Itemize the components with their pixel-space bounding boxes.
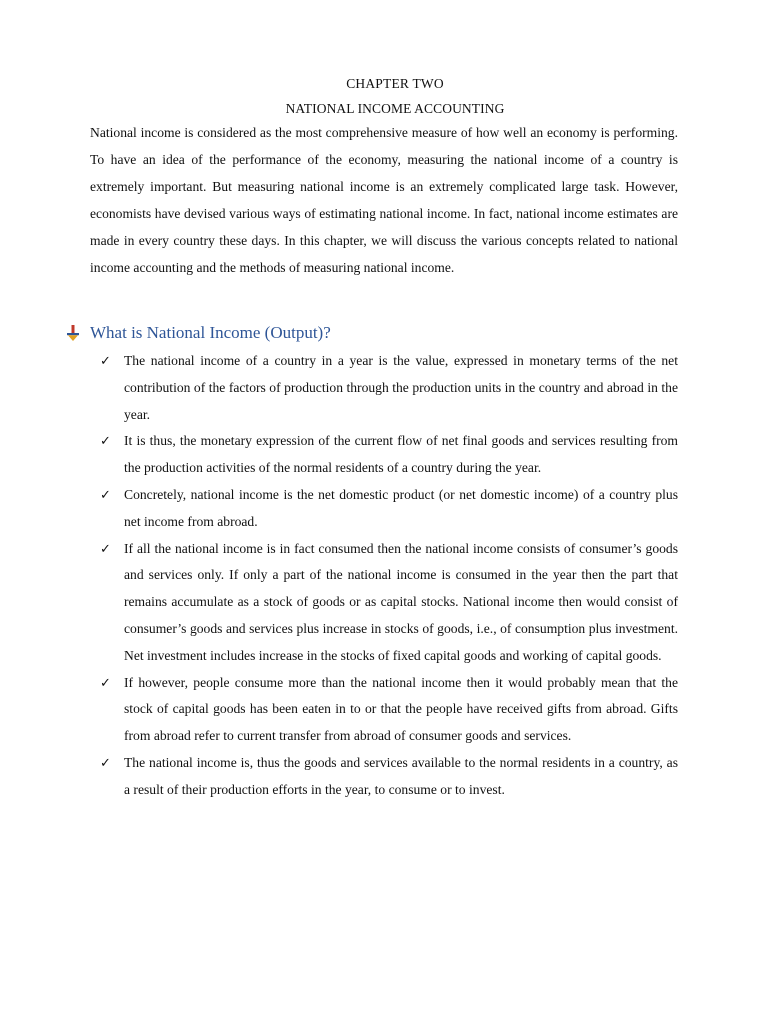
checkmark-icon: ✓ <box>100 486 111 502</box>
list-item <box>100 750 678 804</box>
list-item-text: Concretely, national income is the net domestic product (or net domestic income) of a country plus net income from abroad. <box>124 486 678 529</box>
chapter-label: CHAPTER TWO <box>346 76 444 91</box>
checkmark-icon: ✓ <box>100 674 111 690</box>
list-item-text: The national income of a country in a year is the value, expressed in monetary terms of the net contribution of the factors of production through the production units in the country and abroad in the year. <box>124 353 678 422</box>
list-item-text: It is thus, the monetary expression of the current flow of net final goods and services resulting from the production activities of the normal residents of a country during the year. <box>124 433 678 476</box>
list-item <box>100 428 678 482</box>
checkmark-icon: ✓ <box>100 433 111 449</box>
checklist <box>100 348 678 804</box>
section-heading-text: What is National Income (Output)? <box>90 323 331 342</box>
list-item <box>100 348 678 428</box>
list-item-text: If however, people consume more than the national income then it would probably mean that the stock of capital goods has been eaten in to or that the people have received gifts from abroad. Gifts from abroad refer to current transfer from abroad of consumer goods and services. <box>124 674 678 744</box>
list-item-text: The national income is, thus the goods and services available to the normal residents in a country, as a result of their production efforts in the year, to consume or to invest. <box>124 754 678 797</box>
section-heading <box>66 320 331 346</box>
list-item <box>100 482 678 536</box>
checkmark-icon: ✓ <box>100 353 111 368</box>
intro-paragraph: National income is considered as the most comprehensive measure of how well an economy is performing. To have an idea of the performance of the economy, measuring the national income of a country is extremely important. But measuring national income is an extremely complicated large task. However, economists have devised various ways of estimating national income. In fact, national income estimates are made in every country these days. In this chapter, we will discuss the various concepts related to national income accounting and the methods of measuring national income. <box>90 125 678 275</box>
down-arrow-bullet-icon <box>66 325 80 341</box>
checkmark-icon: ✓ <box>100 540 111 556</box>
list-item-text: If all the national income is in fact consumed then the national income consists of consumer’s goods and services only. If only a part of the national income is consumed in the year then the part that remains accumulate as a stock of goods or as capital stocks. National income then would consist of consumer’s goods and services plus increase in stocks of goods, i.e., of consumption plus investment. Net investment includes increase in the stocks of fixed capital goods and working of capital goods. <box>124 540 678 663</box>
checkmark-icon: ✓ <box>100 754 111 770</box>
list-item <box>100 670 678 750</box>
list-item <box>100 536 678 670</box>
chapter-title: NATIONAL INCOME ACCOUNTING <box>285 101 505 116</box>
